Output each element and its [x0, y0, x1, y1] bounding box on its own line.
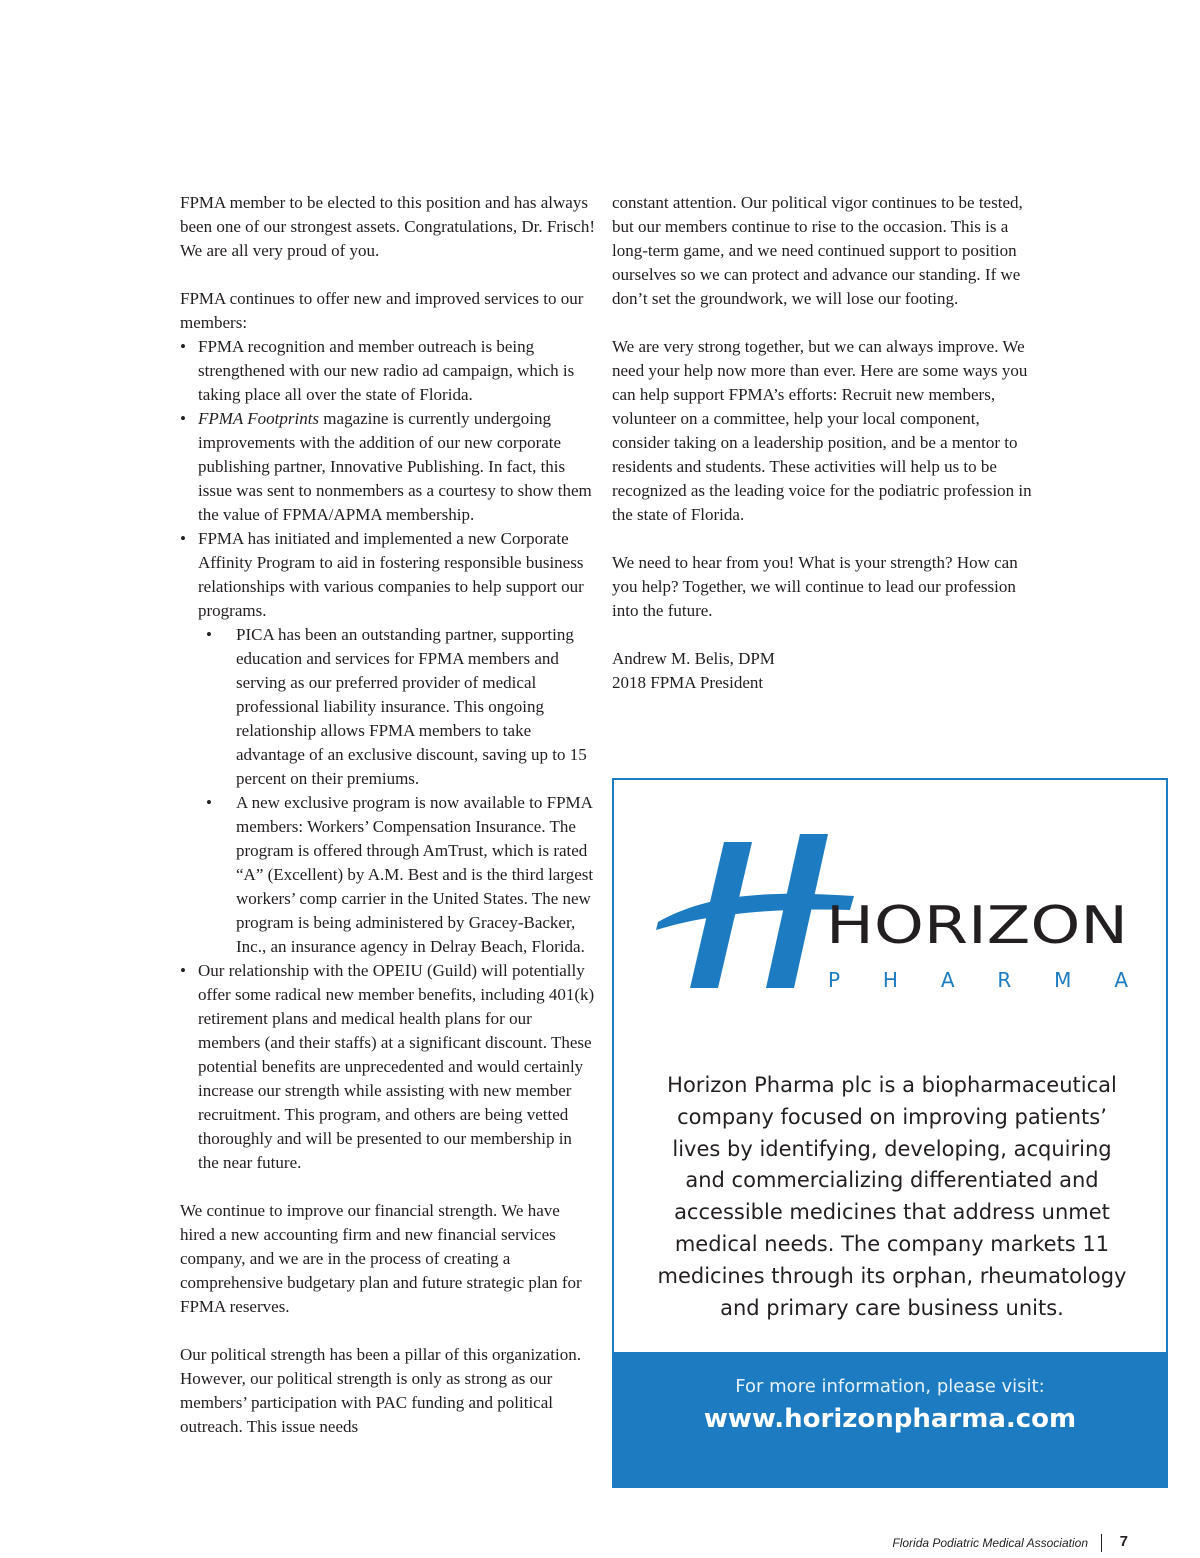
logo-subword: P H A R M A: [828, 968, 1128, 992]
horizon-pharma-logo: [654, 830, 1134, 1000]
sub-list-item-workers-comp: • A new exclusive program is now available to FPMA members: Workers’ Compensation Insurance. The program is offered through AmTrust, which is rated “A” (Excellent) by A.M. Best and is the third largest workers’ comp carrier in the United States. The new program is being administered by Gracey-Backer, Inc., an insurance agency in Delray Beach, Florida.: [198, 791, 595, 959]
footer-organization: Florida Podiatric Medical Association: [892, 1536, 1088, 1550]
paragraph-political-vigor: constant attention. Our political vigor continues to be tested, but our members continue to rise to the occasion. This is a long-term game, and we need continued support to position ourselves so we can protect and advance our standing. If we don’t set the groundwork, we will lose our footing.: [612, 193, 1023, 308]
list-item-affinity-program: [180, 527, 595, 959]
list-item-magazine: [180, 407, 595, 527]
paragraph-call-to-action: We need to hear from you! What is your strength? How can you help? Together, we will continue to lead our profession into the future.: [612, 553, 1018, 620]
list-item-radio-campaign: • FPMA recognition and member outreach is being strengthened with our new radio ad campaign, which is taking place all over the state of Florida.: [180, 335, 595, 407]
services-list: [180, 335, 595, 1175]
paragraph-strong-together: We are very strong together, but we can always improve. We need your help now more than ever. Here are some ways you can help support FPMA’s efforts: Recruit new members, volunteer on a committee, help your local component, consider taking on a leadership position, and be a mentor to residents and students. These activities will help us to be recognized as the leading voice for the podiatric profession in the state of Florida.: [612, 337, 1032, 524]
signature-name: Andrew M. Belis, DPM: [612, 649, 775, 668]
horizon-pharma-ad[interactable]: [612, 778, 1168, 1488]
ad-cta-text: For more information, please visit:: [735, 1376, 1045, 1397]
list-item-magazine-text: magazine is currently undergoing improvements with the addition of our new corporate publishing partner, Innovative Publishing. In fact, this issue was sent to nonmembers as a courtesy to show them the value of FPMA/APMA membership.: [198, 409, 592, 524]
footer-divider: [1101, 1534, 1102, 1552]
left-column: [180, 191, 595, 1439]
logo-wordmark: HORIZON: [826, 896, 1128, 956]
paragraph-financial-strength: We continue to improve our financial strength. We have hired a new accounting firm and new financial services company, and we are in the process of creating a comprehensive budgetary plan and future strategic plan for FPMA reserves.: [180, 1201, 582, 1316]
right-column: [612, 191, 1032, 695]
affinity-sub-list: [198, 623, 595, 959]
list-item-opeiu: • Our relationship with the OPEIU (Guild) will potentially offer some radical new member benefits, including 401(k) retirement plans and medical health plans for our members (and their staffs) at a significant discount. These potential benefits are unprecedented and would certainly increase our strength while assisting with new member recruitment. This program, and others are being vetted thoroughly and will be presented to our membership in the near future.: [180, 959, 595, 1175]
ad-footer-banner: [614, 1352, 1166, 1486]
list-item-affinity-text: FPMA has initiated and implemented a new Corporate Affinity Program to aid in fostering responsible business relationships with various companies to help support our programs.: [198, 529, 584, 620]
signature-title: 2018 FPMA President: [612, 673, 764, 692]
ad-website-link[interactable]: www.horizonpharma.com: [703, 1404, 1077, 1434]
page-footer: [800, 1533, 1128, 1556]
paragraph-services-intro: FPMA continues to offer new and improved services to our members:: [180, 289, 584, 332]
paragraph-political-strength: Our political strength has been a pillar of this organization. However, our political strength is only as strong as our members’ participation with PAC funding and political outreach. This issue needs: [180, 1345, 581, 1436]
sub-list-item-pica: • PICA has been an outstanding partner, supporting education and services for FPMA members and serving as our preferred provider of medical professional liability insurance. This ongoing relationship allows FPMA members to take advantage of an exclusive discount, saving up to 15 percent on their premiums.: [198, 623, 595, 791]
ad-description: Horizon Pharma plc is a biopharmaceutical company focused on improving patients’ lives by identifying, developing, acquiring and commercializing differentiated and accessible medicines that address unmet medical needs. The company markets 11 medicines through its orphan, rheumatology and primary care business units.: [657, 1073, 1127, 1320]
page-number: 7: [1119, 1533, 1128, 1550]
magazine-title: FPMA Footprints: [198, 409, 320, 428]
paragraph-congratulations: FPMA member to be elected to this position and has always been one of our strongest assets. Congratulations, Dr. Frisch! We are all very proud of you.: [180, 193, 596, 260]
